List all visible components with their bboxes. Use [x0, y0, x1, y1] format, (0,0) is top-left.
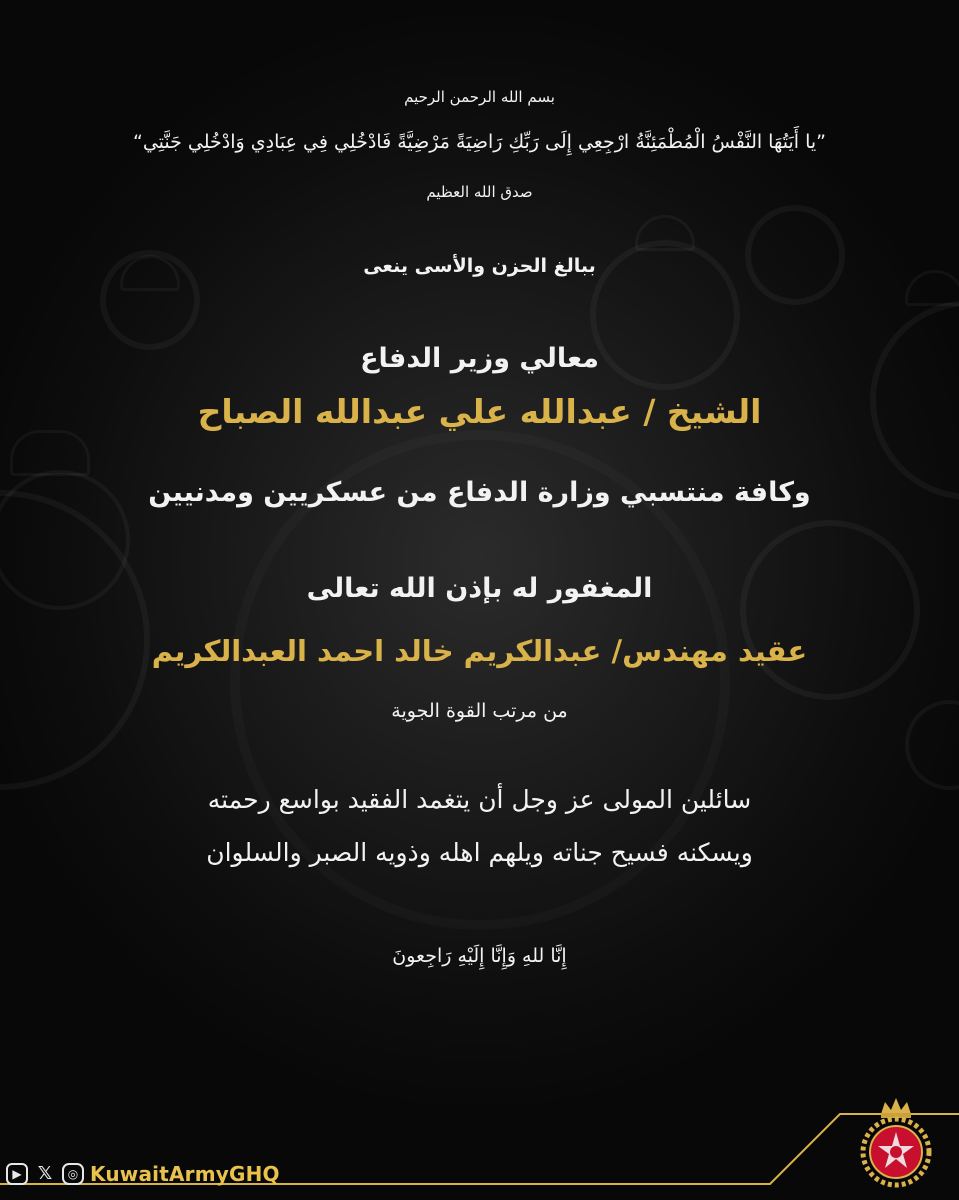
prayer-line-1: سائلين المولى عز وجل أن يتغمد الفقيد بواسع رحمته: [207, 785, 752, 814]
watermark-crown: [635, 215, 695, 251]
social-handle[interactable]: KuwaitArmyGHQ: [90, 1162, 280, 1186]
x-icon[interactable]: 𝕏: [37, 1163, 53, 1184]
kuwait-army-emblem: [855, 1096, 937, 1188]
instagram-icon[interactable]: ◎: [62, 1163, 84, 1185]
basmala: بسم الله الرحمن الرحيم: [404, 88, 555, 106]
staff-line: وكافة منتسبي وزارة الدفاع من عسكريين ومدنيين: [148, 477, 811, 508]
intro-line: ببالغ الحزن والأسى ينعى: [363, 255, 596, 277]
minister-title: معالي وزير الدفاع: [360, 343, 599, 374]
social-links: [6, 1162, 280, 1186]
youtube-icon[interactable]: ▶: [6, 1163, 28, 1185]
quran-verse: ”يا أَيَتُهَا النَّفْسُ الْمُطْمَئِنَّةُ ارْجِعِي إِلَى رَبِّكِ رَاضِيَةً مَرْضِيَّةً فَادْخُلِي فِي عِبَادِي وَادْخُلِي جَنَّتِي“: [133, 131, 826, 153]
sadaqa-line: صدق الله العظيم: [426, 183, 533, 201]
footer: [0, 1090, 959, 1200]
closing-verse: إِنَّا للهِ وَإِنَّا إِلَيْهِ رَاجِعونَ: [392, 945, 567, 967]
watermark-crown: [10, 430, 90, 476]
deceased-intro: المغفور له بإذن الله تعالى: [306, 573, 653, 604]
prayer-line-2: ويسكنه فسيح جناته ويلهم اهله وذويه الصبر والسلوان: [206, 838, 753, 867]
deceased-name: عقيد مهندس/ عبدالكريم خالد احمد العبدالكريم: [151, 634, 808, 668]
minister-name: الشيخ / عبدالله علي عبدالله الصباح: [197, 392, 762, 431]
unit-line: من مرتب القوة الجوية: [391, 700, 568, 722]
watermark-wreath: [740, 520, 920, 700]
